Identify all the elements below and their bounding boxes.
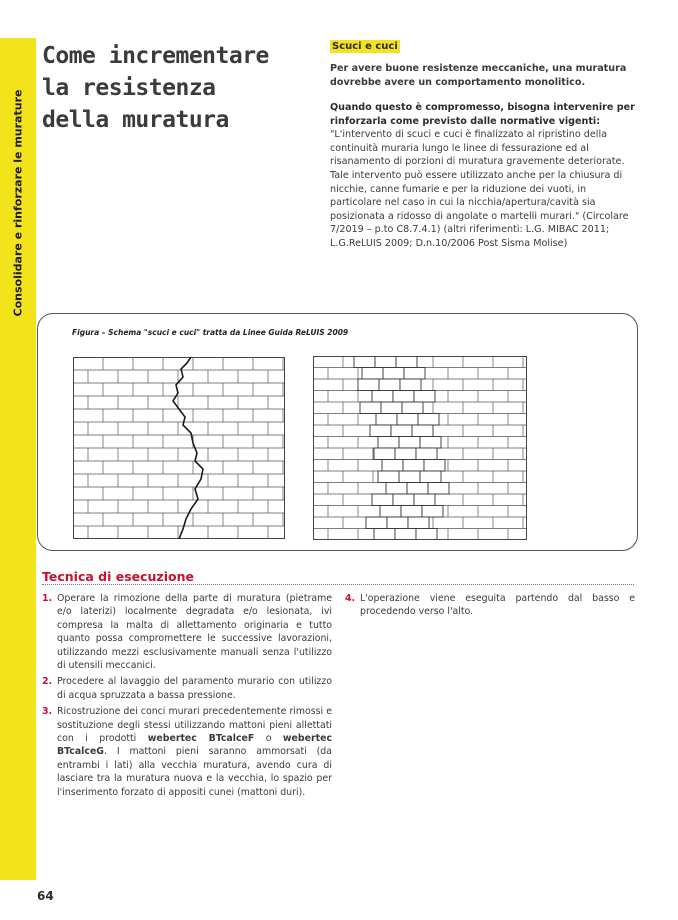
replaced-brick xyxy=(370,425,391,437)
replaced-brick xyxy=(395,529,416,541)
cracked-wall-drawing xyxy=(73,357,285,539)
replaced-brick xyxy=(382,460,403,472)
step-number: 4. xyxy=(345,593,356,604)
section-body xyxy=(330,101,640,251)
replaced-brick xyxy=(354,356,375,368)
replaced-brick xyxy=(393,494,414,506)
replaced-brick xyxy=(375,356,396,368)
replaced-brick xyxy=(362,368,383,380)
tecnica-title: Tecnica di esecuzione xyxy=(42,569,194,584)
figure-frame xyxy=(37,313,638,551)
replaced-brick xyxy=(396,356,417,368)
brick-pattern xyxy=(73,357,285,539)
replaced-brick xyxy=(424,460,445,472)
replaced-brick xyxy=(399,437,420,449)
replaced-brick xyxy=(420,437,441,449)
replaced-brick xyxy=(399,471,420,483)
replaced-brick xyxy=(428,483,449,495)
page-title xyxy=(42,40,292,136)
replaced-brick xyxy=(383,368,404,380)
step-text xyxy=(57,705,332,799)
replaced-brick xyxy=(416,529,437,541)
replaced-brick xyxy=(403,460,424,472)
step-number: 1. xyxy=(42,593,53,604)
replaced-brick xyxy=(408,517,429,529)
replaced-brick xyxy=(366,517,387,529)
title-line: Come incrementare xyxy=(42,43,269,69)
replaced-brick xyxy=(395,448,416,460)
replaced-brick xyxy=(400,379,421,391)
side-band xyxy=(0,38,36,880)
replaced-brick xyxy=(416,448,437,460)
title-line: la resistenza xyxy=(42,75,216,101)
replaced-brick xyxy=(378,437,399,449)
replaced-brick xyxy=(407,483,428,495)
step-item xyxy=(42,675,332,702)
title-line: della muratura xyxy=(42,107,229,133)
replaced-brick xyxy=(412,425,433,437)
replaced-brick xyxy=(358,379,379,391)
body-lead: Quando questo è compromesso, bisogna intervenire per rinforzarla come previsto dalle normative vigenti: xyxy=(330,102,635,127)
figure-caption: Figura – Schema "scuci e cuci" tratta da Linee Guida ReLUIS 2009 xyxy=(72,328,349,337)
side-section-label: Consolidare e rinforzare le murature xyxy=(11,89,25,317)
replaced-brick xyxy=(397,414,418,426)
replaced-brick xyxy=(401,506,422,518)
step-text: Operare la rimozione della parte di muratura (pietrame e/o laterizi) localmente degradata e/o lesionata, ivi compresa la malta di allettamento originaria e tutto quanto possa compromettere le successive lavorazioni, utilizzando mezzi esclusivamente manuali senza l'utilizzo di utensili meccanici. xyxy=(57,593,332,672)
replaced-brick xyxy=(374,448,395,460)
replaced-brick xyxy=(393,391,414,403)
repaired-wall-drawing xyxy=(313,356,527,540)
page-number: 64 xyxy=(37,889,54,903)
replaced-brick xyxy=(387,517,408,529)
replaced-brick xyxy=(422,506,443,518)
replaced-brick xyxy=(414,391,435,403)
step-text-part: . I mattoni pieni saranno ammorsati (da entrambi i lati) alla vecchia muratura, avendo cura di lasciare tra la muratura nuova e la vecchia, lo spazio per l'inserimento forzato di appositi cunei (mattoni duri). xyxy=(57,746,332,798)
product-name: webertec BTcalceG xyxy=(57,733,332,758)
replaced-brick xyxy=(378,471,399,483)
body-quote: "L'intervento di scuci e cuci è finalizzato al ripristino della continuità muraria lungo le linee di fessurazione ed al risanamento di porzioni di muratura gravemente deteriorate. Tale intervento può essere utilizzato anche per la chiusura di nicchie, canne fumarie e per la riduzione dei vuoti, in particolare nel caso in cui la nicchia/apertura/cavità sia posizionata a ridosso di angolate o martelli murari." (Circolare 7/2019 – p.to C8.7.4.1) (altri riferimenti: L.G. MIBAC 2011; L.G.ReLUIS 2009; D.n.10/2006 Post Sisma Molise) xyxy=(330,129,629,249)
section-intro: Per avere buone resistenze meccaniche, una muratura dovrebbe avere un comportamento monolitico. xyxy=(330,63,627,88)
replaced-brick xyxy=(360,402,381,414)
replaced-brick xyxy=(379,379,400,391)
step-text-part: o xyxy=(254,733,283,745)
replaced-brick xyxy=(402,402,423,414)
steps-right-column xyxy=(345,592,635,622)
replaced-brick xyxy=(391,425,412,437)
step-item xyxy=(345,592,635,619)
replaced-brick xyxy=(372,391,393,403)
replaced-brick xyxy=(386,483,407,495)
step-text: Procedere al lavaggio del paramento murario con utilizzo di acqua spruzzata a bassa pressione. xyxy=(57,676,332,701)
step-number: 2. xyxy=(42,676,53,688)
step-number: 3. xyxy=(42,706,53,718)
product-name: webertec BTcalceF xyxy=(147,733,255,745)
replaced-brick xyxy=(372,494,393,506)
replaced-brick xyxy=(381,402,402,414)
step-item xyxy=(42,592,332,672)
tecnica-divider xyxy=(42,584,634,585)
steps-left-column xyxy=(42,592,332,802)
replaced-brick xyxy=(376,414,397,426)
replaced-brick xyxy=(374,529,395,541)
replaced-brick xyxy=(420,471,441,483)
step-text-part: Ricostruzione dei conci murari precedentemente rimossi e sostituzione degli stessi utilizzando mattoni pieni allettati con i prodotti xyxy=(57,706,332,745)
step-item xyxy=(42,705,332,799)
step-text: L'operazione viene eseguita partendo dal basso e procedendo verso l'alto. xyxy=(360,593,635,618)
section-heading: Scuci e cuci xyxy=(332,41,398,52)
replaced-brick xyxy=(414,494,435,506)
replaced-brick xyxy=(404,368,425,380)
replaced-brick xyxy=(418,414,439,426)
replaced-brick xyxy=(380,506,401,518)
